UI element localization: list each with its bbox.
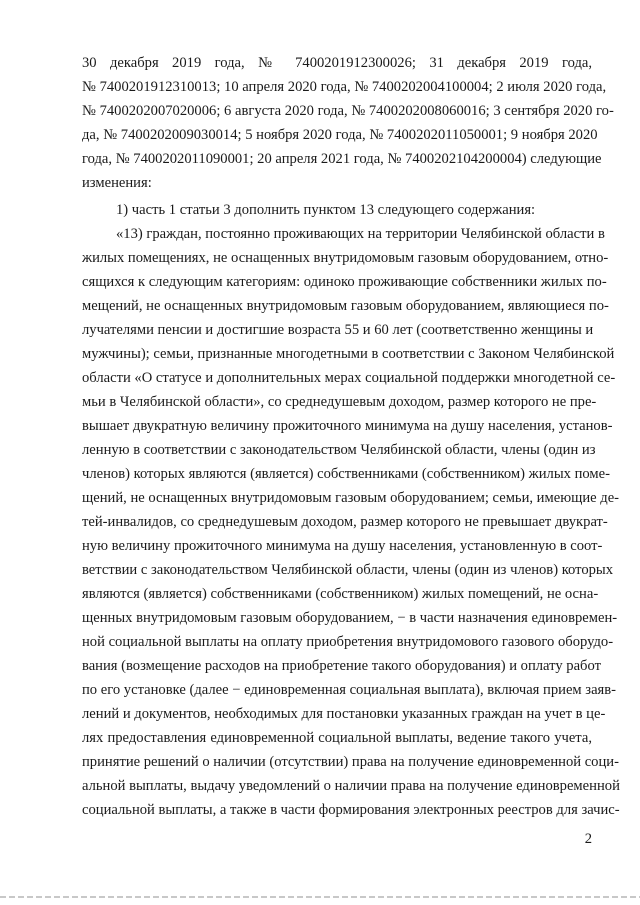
text-line: «13) граждан, постоянно проживающих на территории Челябинской области в (116, 226, 605, 242)
text-line: да, № 7400202009030014; 5 ноября 2020 года, № 7400202011050001; 9 ноября 2020 (82, 127, 598, 143)
text-line: мьи в Челябинской области», со среднедушевым доходом, размер которого не пре- (82, 394, 597, 410)
text-line: ной социальной выплаты на оплату приобретения внутридомового газового оборудо- (82, 634, 614, 650)
text-line: лений и документов, необходимых для постановки указанных граждан на учет в це- (82, 706, 606, 722)
text-line: лучателями пенсии и достигшие возраста 55 и 60 лет (соответственно женщины и (82, 322, 594, 338)
text-line: мужчины); семьи, признанные многодетными в соответствии с Законом Челябинской (82, 346, 615, 362)
text-line: мещений, не оснащенных внутридомовым газовым оборудованием, являющиеся по- (82, 298, 609, 314)
text-line: № 7400202007020006; 6 августа 2020 года, № 7400202008060016; 3 сентября 2020 го- (82, 103, 614, 119)
text-line: членов) которых являются (является) собственниками (собственником) жилых поме- (82, 466, 610, 482)
text-line: 30 декабря 2019 года, № 7400201912300026; 31 декабря 2019 года, (82, 55, 592, 71)
text-line: № 7400201912310013; 10 апреля 2020 года, № 7400202004100004; 2 июля 2020 года, (82, 79, 607, 95)
text-line: вышает двукратную величину прожиточного минимума на душу населения, установ- (82, 418, 613, 434)
list-item-heading: 1) часть 1 статьи 3 дополнить пунктом 13 следующего содержания: (116, 202, 536, 218)
text-line: вания (возмещение расходов на приобретение такого оборудования) и оплату работ (82, 658, 601, 674)
text-line: ную величину прожиточного минимума на душу населения, установленную в соот- (82, 538, 603, 554)
text-line: альной выплаты, выдачу уведомлений о наличии права на получение единовременной (82, 778, 620, 794)
text-line: сящихся к следующим категориям: одиноко проживающие собственники жилых по- (82, 274, 607, 290)
text-line: года, № 7400202011090001; 20 апреля 2021 года, № 7400202104200004) следующие (82, 151, 602, 167)
page-number: 2 (584, 831, 592, 847)
scan-edge-divider (0, 896, 640, 898)
text-line: лях предоставления единовременной социальной выплаты, ведение такого учета, (82, 730, 592, 746)
text-line: жилых помещениях, не оснащенных внутридомовым газовым оборудованием, отно- (82, 250, 609, 266)
text-line: принятие решений о наличии (отсутствии) права на получение единовременной соци- (82, 754, 619, 770)
text-line: социальной выплаты, а также в части формирования электронных реестров для зачис- (82, 802, 620, 818)
text-line: являются (является) собственниками (собственником) жилых помещений, не осна- (82, 586, 599, 602)
text-line: ленную в соответствии с законодательством Челябинской области, члены (один из (82, 442, 596, 458)
text-line: щенных внутридомовым газовым оборудованием, − в части назначения единовремен- (82, 610, 618, 626)
text-line: щений, не оснащенных внутридомовым газовым оборудованием; семьи, имеющие де- (82, 490, 620, 506)
text-line: изменения: (82, 175, 152, 191)
text-line: тей-инвалидов, со среднедушевым доходом, размер которого не превышает двукрат- (82, 514, 608, 530)
text-line: по его установке (далее − единовременная социальная выплата), включая прием заяв- (82, 682, 617, 698)
text-line: области «О статусе и дополнительных мерах социальной поддержки многодетной се- (82, 370, 616, 386)
text-line: ветствии с законодательством Челябинской области, члены (один из членов) которых (82, 562, 614, 578)
